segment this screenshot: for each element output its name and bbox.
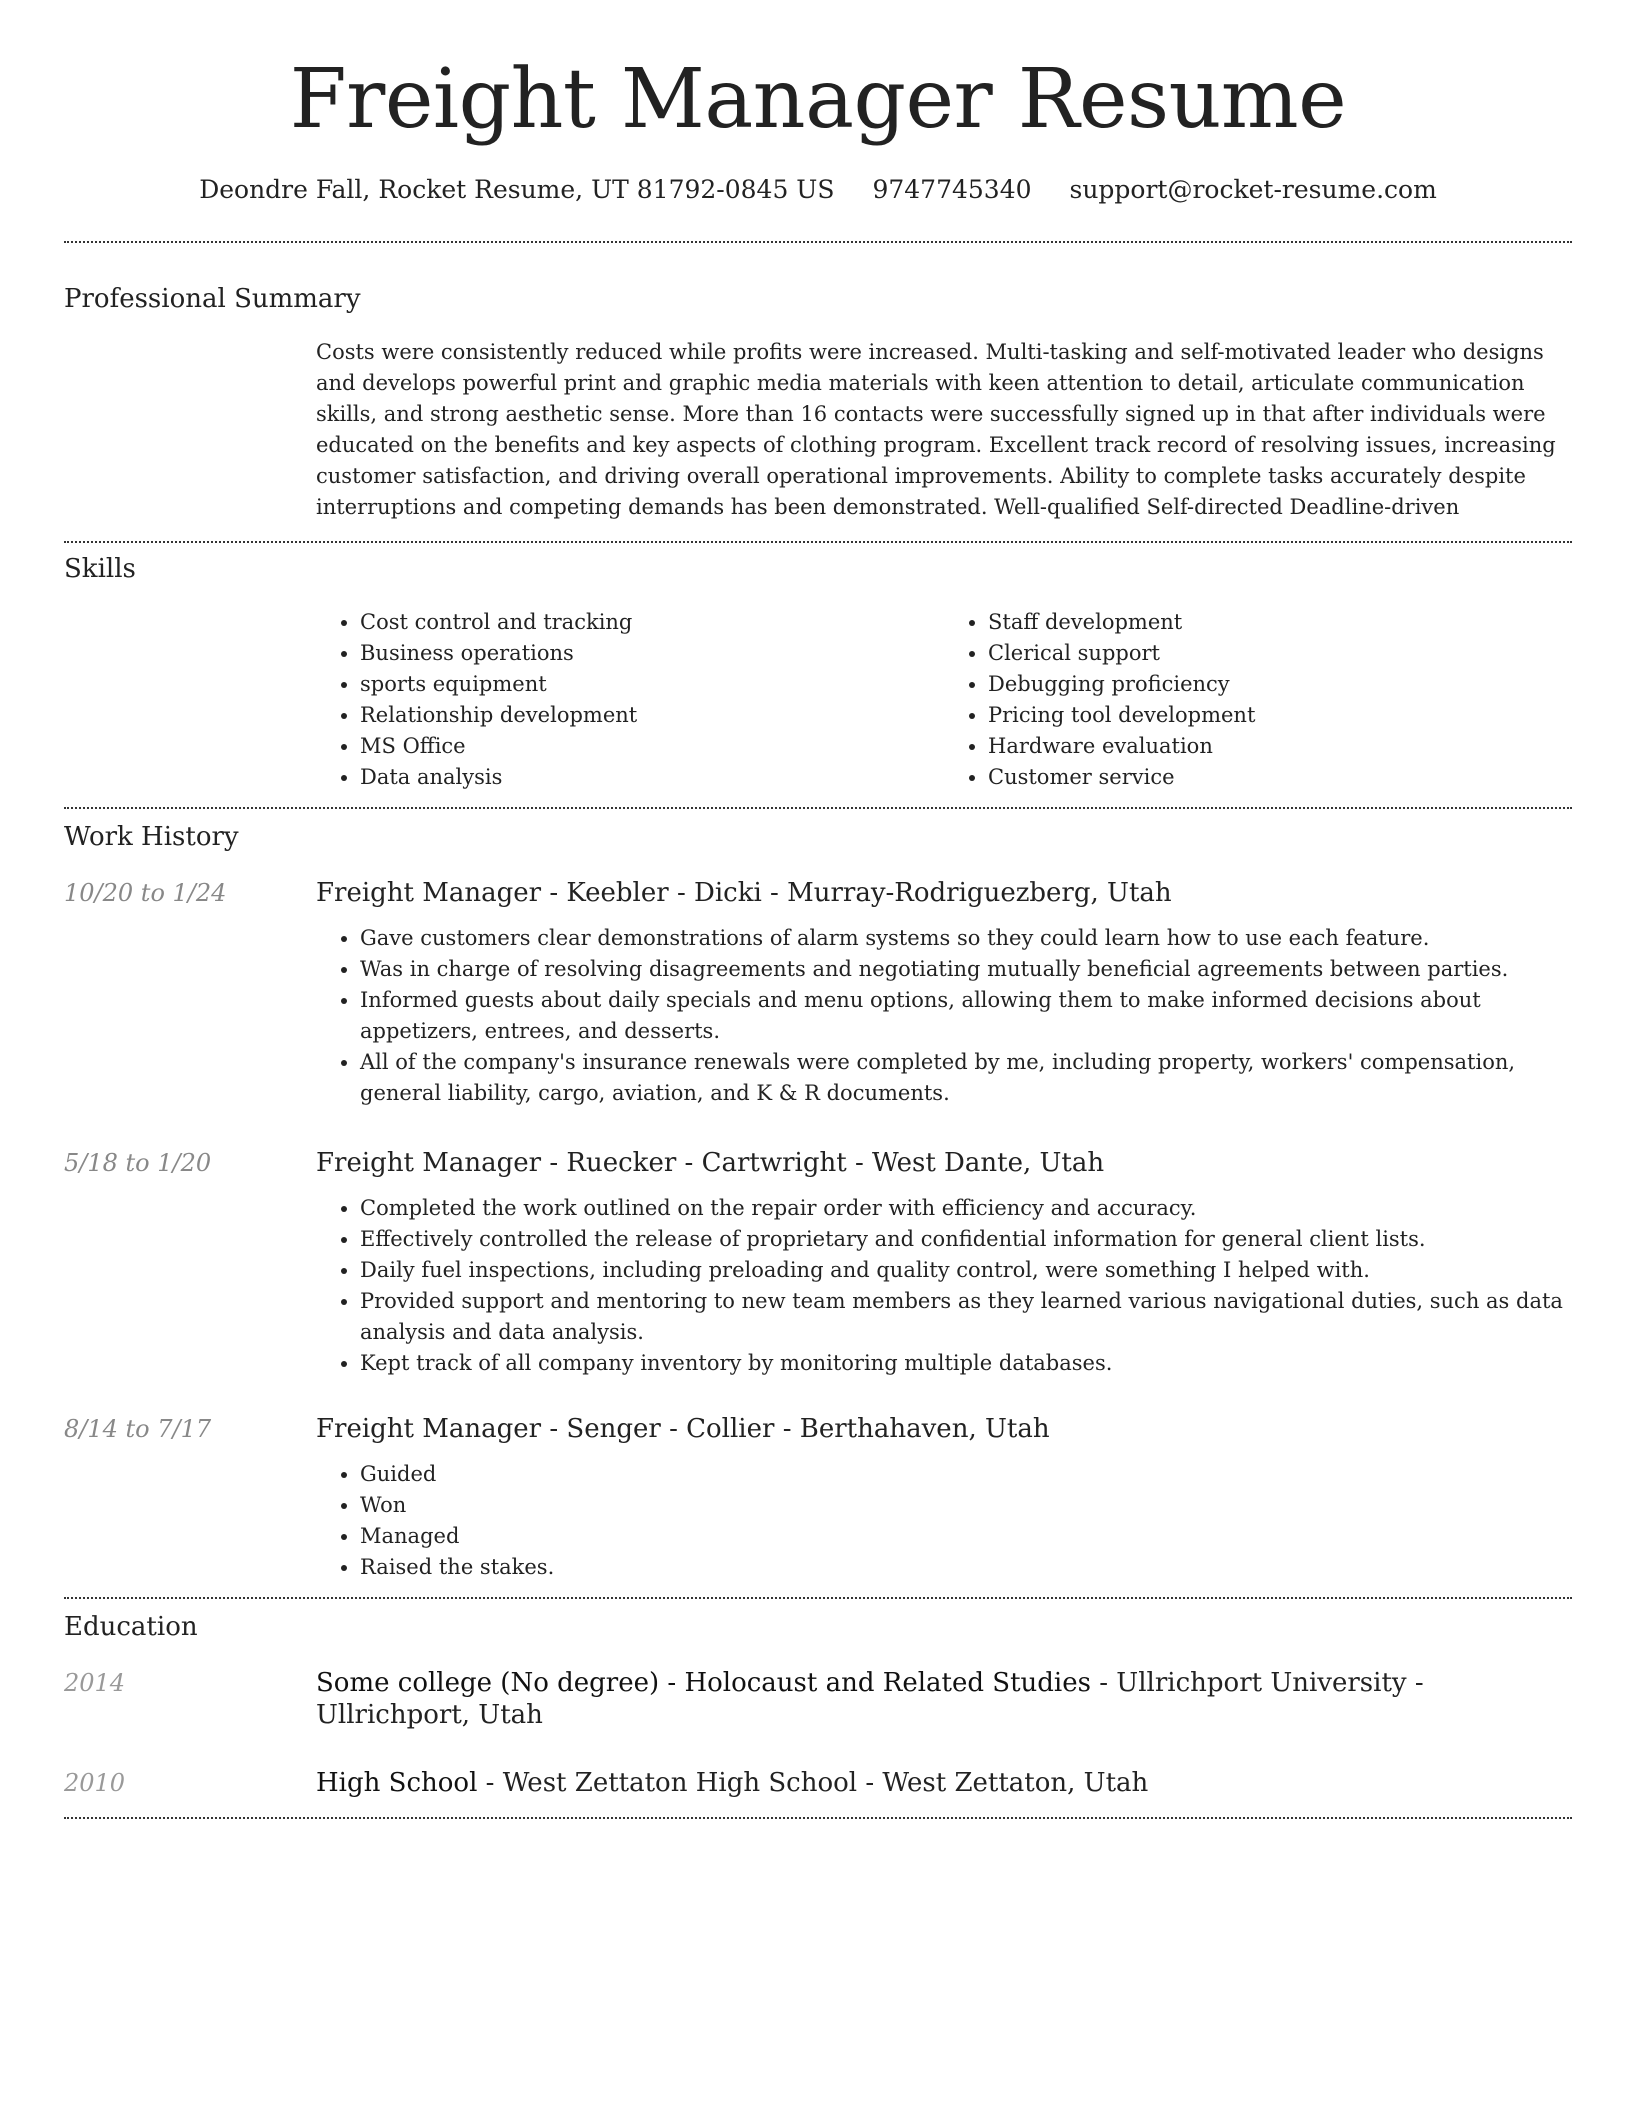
skill-item: • Staff development xyxy=(988,607,1572,638)
divider xyxy=(64,1817,1572,1819)
job-bullet: • Raised the stakes. xyxy=(360,1552,1572,1583)
job-bullet: • Managed xyxy=(360,1521,1572,1552)
contact-line xyxy=(64,175,1572,205)
job-bullet: • All of the company's insurance renewals were completed by me, including property, workers' compensation, general liability, cargo, aviation, and K & R documents. xyxy=(360,1047,1572,1109)
education-entry xyxy=(64,1767,1572,1799)
job-bullet: • Informed guests about daily specials and menu options, allowing them to make informed decisions about appetizers, entrees, and desserts. xyxy=(360,985,1572,1047)
divider xyxy=(64,807,1572,809)
divider xyxy=(64,241,1572,243)
job-date: 8/14 to 7/17 xyxy=(64,1415,212,1443)
job-date: 10/20 to 1/24 xyxy=(64,879,227,907)
skill-item: • Business operations xyxy=(360,638,944,669)
skill-item: • Relationship development xyxy=(360,700,944,731)
job-bullet: • Gave customers clear demonstrations of alarm systems so they could learn how to use each feature. xyxy=(360,923,1572,954)
education-degree: High School xyxy=(316,1768,478,1798)
section-heading-work: Work History xyxy=(64,822,239,852)
job-bullet: • Completed the work outlined on the repair order with efficiency and accuracy. xyxy=(360,1193,1572,1224)
skill-item: • Hardware evaluation xyxy=(988,731,1572,762)
job-title: Freight Manager - Keebler - Dicki - Murray-Rodriguezberg, Utah xyxy=(316,878,1172,908)
skill-item: • sports equipment xyxy=(360,669,944,700)
job-entry xyxy=(64,1147,1572,1379)
job-bullet: • Effectively controlled the release of proprietary and confidential information for general client lists. xyxy=(360,1224,1572,1255)
education-entry xyxy=(64,1667,1572,1731)
skills-list xyxy=(316,607,1572,793)
education-details xyxy=(316,1767,1148,1799)
job-bullets xyxy=(316,1193,1572,1379)
job-bullet: • Daily fuel inspections, including preloading and quality control, were something I helped with. xyxy=(360,1255,1572,1286)
section-heading-education: Education xyxy=(64,1612,198,1642)
contact-address: Deondre Fall, Rocket Resume, UT 81792-0845 US xyxy=(199,175,835,204)
skill-item: • Cost control and tracking xyxy=(360,607,944,638)
skill-item: • Data analysis xyxy=(360,762,944,793)
education-school: - Ullrichport University - Ullrichport, Utah xyxy=(316,1668,1424,1730)
resume-page xyxy=(64,0,1572,1819)
job-bullet: • Kept track of all company inventory by monitoring multiple databases. xyxy=(360,1348,1572,1379)
education-school: - West Zettaton High School - West Zettaton, Utah xyxy=(477,1768,1149,1798)
skill-item: • MS Office xyxy=(360,731,944,762)
divider xyxy=(64,541,1572,543)
education-details xyxy=(316,1667,1572,1731)
job-bullets xyxy=(316,1459,1572,1583)
skill-item: • Customer service xyxy=(988,762,1572,793)
job-bullet: • Won xyxy=(360,1490,1572,1521)
skill-item: • Debugging proficiency xyxy=(988,669,1572,700)
contact-email: support@rocket-resume.com xyxy=(1069,175,1437,204)
divider xyxy=(64,1597,1572,1599)
skills-column-left xyxy=(316,607,944,793)
section-heading-summary: Professional Summary xyxy=(64,284,361,314)
contact-phone: 9747745340 xyxy=(872,175,1032,204)
resume-title: Freight Manager Resume xyxy=(289,52,1347,147)
job-bullet: • Guided xyxy=(360,1459,1572,1490)
education-degree: Some college (No degree) - Holocaust and Related Studies xyxy=(316,1668,1091,1698)
skills-column-right xyxy=(944,607,1572,793)
job-entry xyxy=(64,877,1572,1109)
education-date: 2010 xyxy=(64,1769,126,1797)
skill-item: • Clerical support xyxy=(988,638,1572,669)
job-bullet: • Provided support and mentoring to new team members as they learned various navigational duties, such as data analysis and data analysis. xyxy=(360,1286,1572,1348)
job-bullets xyxy=(316,923,1572,1109)
job-title: Freight Manager - Ruecker - Cartwright - West Dante, Utah xyxy=(316,1148,1105,1178)
job-entry xyxy=(64,1413,1572,1583)
job-date: 5/18 to 1/20 xyxy=(64,1149,212,1177)
job-title: Freight Manager - Senger - Collier - Berthahaven, Utah xyxy=(316,1414,1050,1444)
job-details xyxy=(316,1147,1572,1379)
job-bullet: • Was in charge of resolving disagreements and negotiating mutually beneficial agreements between parties. xyxy=(360,954,1572,985)
section-heading-skills: Skills xyxy=(64,554,136,584)
skill-item: • Pricing tool development xyxy=(988,700,1572,731)
summary-text: Costs were consistently reduced while profits were increased. Multi-tasking and self-motivated leader who designs and develops powerful print and graphic media materials with keen attention to detail, articulate communication skills, and strong aesthetic sense. More than 16 contacts were successfully signed up in that after individuals were educated on the benefits and key aspects of clothing program. Excellent track record of resolving issues, increasing customer satisfaction, and driving overall operational improvements. Ability to complete tasks accurately despite interruptions and competing demands has been demonstrated. Well-qualified Self-directed Deadline-driven xyxy=(316,340,1556,519)
job-details xyxy=(316,877,1572,1109)
education-date: 2014 xyxy=(64,1669,126,1697)
job-details xyxy=(316,1413,1572,1583)
